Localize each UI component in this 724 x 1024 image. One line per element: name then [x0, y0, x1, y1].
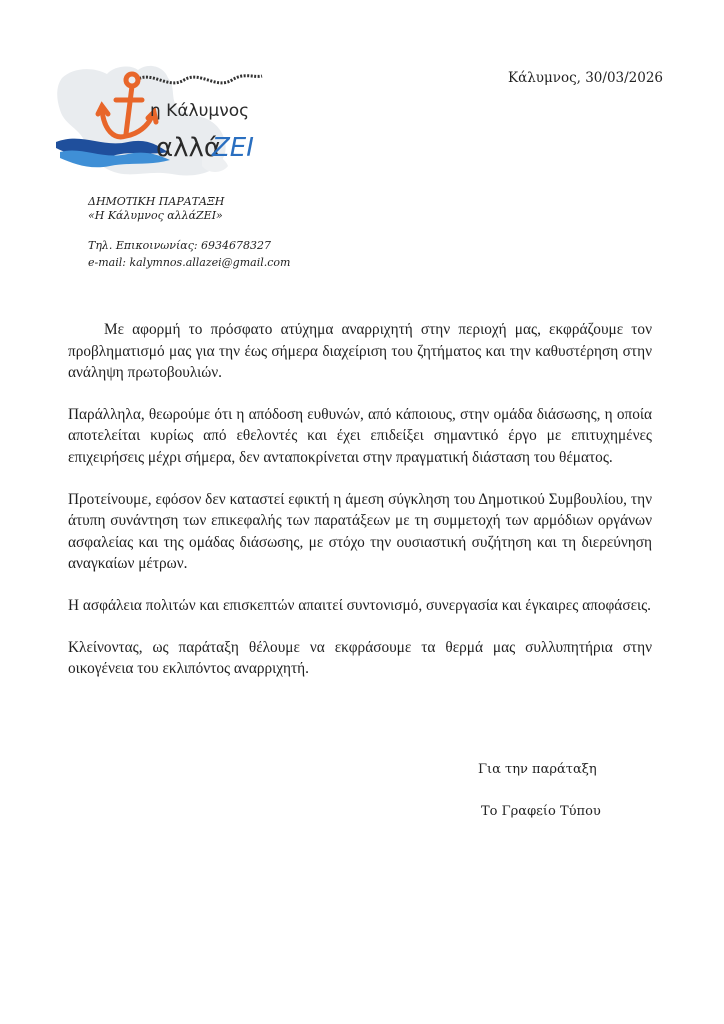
contact-email: e-mail: kalymnos.allazei@gmail.com [88, 256, 291, 269]
paragraph-4: Η ασφάλεια πολιτών και επισκεπτών απαιτεί συντονισμό, συνεργασία και έγκαιρες αποφάσεις. [68, 596, 651, 614]
logo-text-line2-prefix: αλλά [156, 133, 222, 163]
logo-text-line2-suffix: ΖΕΙ [212, 133, 254, 163]
signature-line-2: Το Γραφείο Τύπου [481, 804, 601, 819]
contact-phone: Τηλ. Επικοινωνίας: 6934678327 [88, 239, 272, 252]
paragraph-3: Προτείνουμε, εφόσον δεν καταστεί εφικτή η άμεση σύγκληση του Δημοτικού Συμβουλίου, την άτυπη συνάντηση των επικεφαλής των παρατάξεων με τη συμμετοχή των αρμόδιων οργάνων ασφαλείας και της ομάδας διάσωσης, με στόχο την ουσιαστική συζήτηση και τη διερεύνηση αναγκαίων μέτρων. [68, 490, 652, 573]
party-logo [52, 56, 272, 186]
organization-title: ΔΗΜΟΤΙΚΗ ΠΑΡΑΤΑΞΗ [88, 195, 225, 208]
paragraph-5: Κλείνοντας, ως παράταξη θέλουμε να εκφράσουμε τα θερμά μας συλλυπητήρια στην οικογένεια του εκλιπόντος αναρριχητή. [68, 638, 652, 678]
paragraph-2: Παράλληλα, θεωρούμε ότι η απόδοση ευθυνών, από κάποιους, στην ομάδα διάσωσης, η οποία αποτελείται κυρίως από εθελοντές και έχει επιδείξει σημαντικό έργο με επιτυχημένες επιχειρήσεις μέχρι σήμερα, δεν ανταποκρίνεται στην πραγματική διάσταση του θέματος. [68, 405, 652, 466]
letter-body [68, 319, 652, 700]
organization-name: «Η Κάλυμνος αλλάΖΕΙ» [88, 209, 223, 222]
paragraph-1: Με αφορμή το πρόσφατο ατύχημα αναρριχητή στην περιοχή μας, εκφράζουμε τον προβληματισμό μας για την έως σήμερα διαχείριση του ζητήματος και την καθυστέρηση στην ανάληψη πρωτοβουλιών. [68, 321, 652, 382]
letter-date: Κάλυμνος, 30/03/2026 [508, 70, 664, 86]
logo-text-line1: η Κάλυμνος [150, 101, 250, 121]
organization-block [88, 195, 224, 223]
contact-block [88, 237, 290, 271]
signature-line-1: Για την παράταξη [478, 762, 597, 777]
